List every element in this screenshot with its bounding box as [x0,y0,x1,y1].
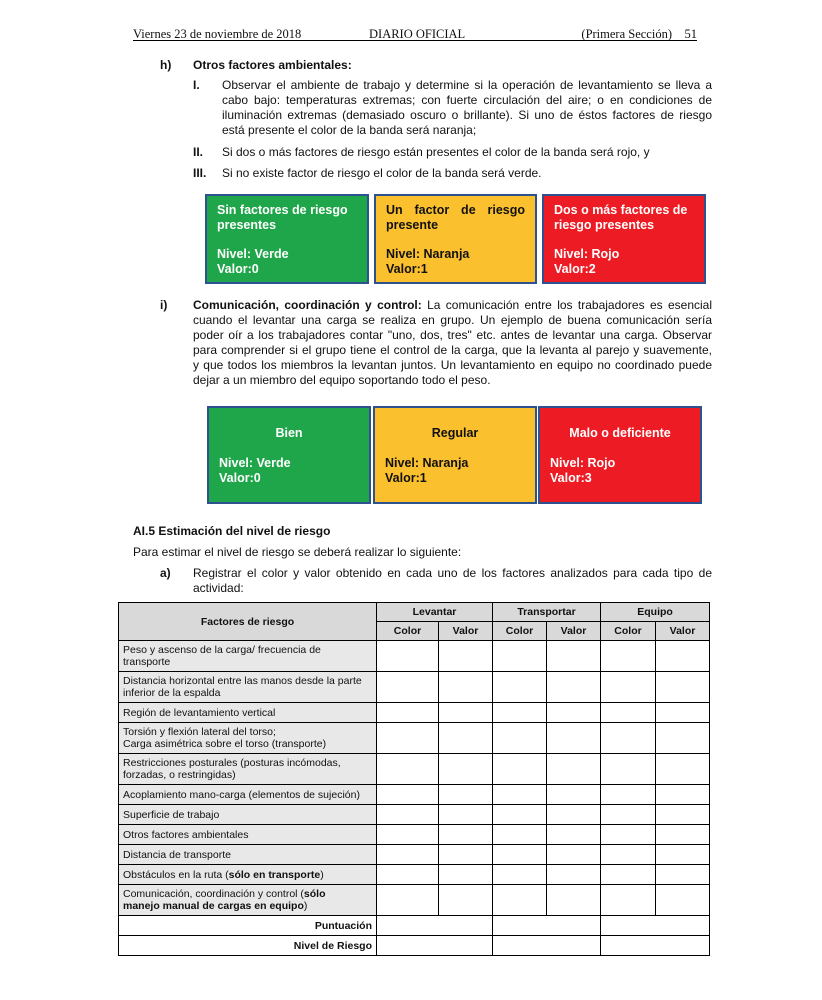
entry-cell[interactable] [601,845,656,865]
nivel-riesgo-row-label: Nivel de Riesgo [119,936,377,956]
entry-cell[interactable] [547,785,601,805]
item-i-text [222,78,712,138]
entry-cell[interactable] [439,723,493,754]
entry-cell[interactable] [439,754,493,785]
entry-cell[interactable] [377,723,439,754]
entry-cell[interactable] [439,641,493,672]
entry-cell[interactable] [547,754,601,785]
section-ai5-heading: AI.5 Estimación del nivel de riesgo [133,524,331,538]
entry-cell[interactable] [439,672,493,703]
entry-cell[interactable] [656,865,710,885]
factor-cell [119,785,377,805]
section-i-line: cuando el levantar una carga se realiza en grupo. Un ejemplo de buena comunicación sería [193,313,712,327]
entry-cell[interactable] [547,825,601,845]
entry-cell[interactable] [547,885,601,916]
box-title: Bien [275,426,303,440]
item-ii-text: Si dos o más factores de riesgo están presentes el color de la banda será rojo, y [222,145,650,159]
header-section-page [581,27,697,42]
table-row [119,805,710,825]
entry-cell[interactable] [656,805,710,825]
box-title: riesgo presentes [554,218,655,232]
factor-text: Carga asimétrica sobre el torso (transporte) [123,738,327,750]
entry-cell[interactable] [547,845,601,865]
section-i-line: y que todos los miembros la levantan juntos. Un levantamiento en equipo no coordinado puede [193,358,712,372]
item-ii-num: II. [193,145,204,159]
entry-cell[interactable] [601,723,656,754]
item-i-line: Observar el ambiente de trabajo y determine si la operación de levantamiento se lleva a [222,78,712,92]
entry-cell[interactable] [377,825,439,845]
section-i-letter: i) [160,298,168,312]
puntuacion-row-label: Puntuación [119,916,377,936]
factor-text: Peso y ascenso de la carga/ frecuencia de [123,644,321,656]
entry-cell[interactable] [439,805,493,825]
item-a-line: actividad: [193,581,244,595]
entry-cell[interactable] [493,641,547,672]
factor-text: sólo [303,888,326,900]
entry-cell[interactable] [656,723,710,754]
box-nivel: Nivel: Naranja [385,456,469,470]
entry-cell[interactable] [601,703,656,723]
subheader-color: Color [493,622,547,641]
box-nivel: Nivel: Rojo [554,247,620,261]
factor-text: inferior de la espalda [123,687,221,699]
entry-cell[interactable] [547,672,601,703]
entry-cell[interactable] [493,805,547,825]
factor-text: Acoplamiento mano-carga (elementos de sujeción) [123,788,360,801]
factor-cell [119,754,377,785]
item-i-num: I. [193,78,200,92]
factor-cell [119,845,377,865]
header-factores: Factores de riesgo [119,603,377,641]
factor-text: Torsión y flexión lateral del torso; [123,726,276,738]
risk-box-green [205,194,369,284]
entry-cell[interactable] [547,641,601,672]
box-title: Sin factores de riesgo [217,203,348,217]
box-title: Regular [431,426,479,440]
summary-entry-cell[interactable] [493,936,601,956]
entry-cell[interactable] [547,865,601,885]
entry-cell[interactable] [377,785,439,805]
subheader-valor: Valor [656,622,710,641]
entry-cell[interactable] [656,641,710,672]
box-nivel: Nivel: Rojo [550,456,616,470]
entry-cell[interactable] [601,865,656,885]
box-valor: Valor:1 [386,262,428,276]
box-valor: Valor:1 [385,471,427,485]
entry-cell[interactable] [493,703,547,723]
entry-cell[interactable] [493,825,547,845]
section-ai5-intro: Para estimar el nivel de riesgo se deberá realizar lo siguiente: [133,545,462,559]
risk-box-red [542,194,706,284]
entry-cell[interactable] [656,672,710,703]
subheader-color: Color [377,622,439,641]
item-i-line: cabo bajo: temperaturas extremas; con fuerte circulación del aire; o en condiciones de [222,93,712,107]
entry-cell[interactable] [439,845,493,865]
factor-cell [119,672,377,703]
box-title: Malo o deficiente [569,426,671,440]
table-row [119,672,710,703]
header-date: Viernes 23 de noviembre de 2018 [133,27,302,41]
section-i-text [193,298,712,388]
factor-cell [119,703,377,723]
entry-cell[interactable] [493,754,547,785]
puntuacion-row [119,916,710,936]
subheader-valor: Valor [547,622,601,641]
summary-entry-cell[interactable] [601,916,710,936]
entry-cell[interactable] [493,885,547,916]
box-nivel: Nivel: Verde [217,247,289,261]
box-valor: Valor:0 [219,471,261,485]
item-iii-num: III. [193,166,207,180]
entry-cell[interactable] [601,785,656,805]
summary-entry-cell[interactable] [601,936,710,956]
box-nivel: Nivel: Naranja [386,247,470,261]
factor-text: Obstáculos en la ruta ( [123,868,229,881]
page-header [133,27,697,41]
entry-cell[interactable] [601,805,656,825]
comm-box-orange [373,406,537,504]
table-row [119,785,710,805]
table-row [119,885,710,916]
factor-text: Distancia horizontal entre las manos desde la parte [123,675,362,687]
entry-cell[interactable] [377,885,439,916]
entry-cell[interactable] [601,641,656,672]
table-row [119,723,710,754]
entry-cell[interactable] [656,825,710,845]
factor-text: sólo en transporte [228,868,321,881]
header-equipo: Equipo [601,603,710,622]
box-nivel: Nivel: Verde [219,456,291,470]
summary-entry-cell[interactable] [377,916,493,936]
table-row [119,641,710,672]
factor-text: transporte [123,656,171,668]
summary-entry-cell[interactable] [377,936,493,956]
entry-cell[interactable] [493,785,547,805]
item-a-line: Registrar el color y valor obtenido en cada uno de los factores analizados para cada tipo de [193,566,712,580]
entry-cell[interactable] [601,672,656,703]
item-a-text [193,566,712,596]
box-title: Un factor de riesgo [386,203,525,217]
factor-cell [119,641,377,672]
entry-cell[interactable] [439,885,493,916]
entry-cell[interactable] [547,805,601,825]
factor-cell [119,865,377,885]
entry-cell[interactable] [377,805,439,825]
factor-cell [119,885,377,916]
entry-cell[interactable] [656,703,710,723]
entry-cell[interactable] [377,672,439,703]
table-row [119,703,710,723]
entry-cell[interactable] [439,865,493,885]
item-i-line: está presente el color de la banda será naranja; [222,123,477,137]
entry-cell[interactable] [377,703,439,723]
header-publication: DIARIO OFICIAL [369,27,466,41]
table-row [119,865,710,885]
entry-cell[interactable] [493,865,547,885]
factor-text: ) [303,900,308,912]
factor-text: Región de levantamiento vertical [123,706,276,719]
box-title: presente [386,218,439,232]
entry-cell[interactable] [439,785,493,805]
entry-cell[interactable] [601,825,656,845]
entry-cell[interactable] [377,845,439,865]
item-iii-text: Si no existe factor de riesgo el color de la banda será verde. [222,166,542,180]
factor-text: Superficie de trabajo [123,808,220,821]
section-i-line: para comprender si el grupo tiene el control de la carga, que la levanta al parejo y suavemente, [193,343,712,357]
factor-text: forzadas, o restringidas) [123,769,236,781]
factor-text: ) [320,868,324,881]
factor-text: Distancia de transporte [123,848,231,861]
factor-text: Comunicación, coordinación y control ( [123,888,304,900]
entry-cell[interactable] [656,785,710,805]
entry-cell[interactable] [656,754,710,785]
box-valor: Valor:0 [217,262,259,276]
entry-cell[interactable] [377,754,439,785]
header-page-number: 51 [684,27,697,41]
factor-cell [119,723,377,754]
box-valor: Valor:2 [554,262,596,276]
entry-cell[interactable] [547,703,601,723]
factor-text: manejo manual de cargas en equipo [123,900,304,912]
section-i-line [193,298,712,313]
section-i-line: dejar a un miembro del equipo soportando todo el peso. [193,373,491,387]
comm-box-green [207,406,371,504]
header-section: (Primera Sección) [581,27,672,41]
box-title: presentes [217,218,277,232]
box-valor: Valor:3 [550,471,592,485]
entry-cell[interactable] [439,825,493,845]
entry-cell[interactable] [547,723,601,754]
entry-cell[interactable] [601,754,656,785]
risk-factors-table [118,602,710,956]
entry-cell[interactable] [439,703,493,723]
header-levantar: Levantar [377,603,493,622]
section-i-line: poder oír a los trabajadores contar "uno, dos, tres" etc. antes de levantar una carga. Observar [193,328,712,342]
item-i-line: iluminación extremas (demasiado oscuro o brillante). Si uno de éstos factores de riesgo [222,108,712,122]
entry-cell[interactable] [377,641,439,672]
summary-entry-cell[interactable] [493,916,601,936]
entry-cell[interactable] [377,865,439,885]
entry-cell[interactable] [601,885,656,916]
section-h-title: Otros factores ambientales: [193,58,352,72]
subheader-valor: Valor [439,622,493,641]
entry-cell[interactable] [493,723,547,754]
item-a-letter: a) [160,566,171,580]
factor-cell [119,805,377,825]
entry-cell[interactable] [493,845,547,865]
entry-cell[interactable] [656,845,710,865]
factor-text: Restricciones posturales (posturas incómodas, [123,757,341,769]
box-title: Dos o más factores de [554,203,688,217]
factor-text: Otros factores ambientales [123,828,249,841]
nivel-riesgo-row [119,936,710,956]
subheader-color: Color [601,622,656,641]
entry-cell[interactable] [656,885,710,916]
comm-box-red [538,406,702,504]
header-transportar: Transportar [493,603,601,622]
entry-cell[interactable] [493,672,547,703]
table-row [119,754,710,785]
section-i-line-rest: La comunicación entre los trabajadores es esencial [427,298,713,312]
section-h-letter: h) [160,58,172,72]
table-row [119,845,710,865]
risk-box-orange [374,194,537,284]
section-i-title: Comunicación, coordinación y control: [193,298,422,312]
factor-cell [119,825,377,845]
table-row [119,825,710,845]
